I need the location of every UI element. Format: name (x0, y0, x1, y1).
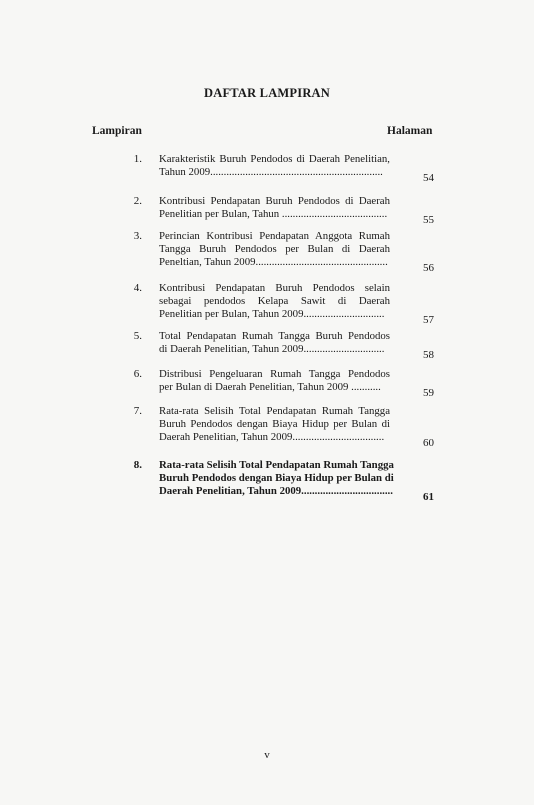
list-item-page: 58 (423, 349, 434, 361)
list-item-number: 7. (133, 405, 142, 417)
list-item-page: 61 (423, 491, 434, 503)
list-item-title (159, 282, 390, 321)
list-item-number: 4. (133, 282, 142, 294)
lampiran-column-label: Lampiran (92, 125, 142, 137)
list-item-number: 3. (133, 230, 142, 242)
halaman-column-label: Halaman (387, 125, 433, 137)
list-item-number: 1. (133, 153, 142, 165)
list-item-line: Daerah Penelitian, Tahun 2009.................................. (159, 485, 393, 497)
list-item-line: sebagai pendodos Kelapa Sawit di Daerah (159, 295, 390, 307)
list-item-title (159, 330, 390, 356)
list-item-page: 56 (423, 262, 434, 274)
list-item-line: Buruh Pendodos dengan Biaya Hidup per Bulan di (159, 472, 394, 484)
list-item-line: Tangga Buruh Pendodos per Bulan di Daerah (159, 243, 390, 255)
list-item-line: Kontribusi Pendapatan Buruh Pendodos selain (159, 282, 390, 294)
list-item-line: Peneltian, Tahun 2009................................................. (159, 256, 388, 268)
list-item-number: 8. (133, 459, 142, 471)
list-item-title (159, 195, 390, 221)
list-item-line: Karakteristik Buruh Pendodos di Daerah Penelitian, (159, 153, 390, 165)
list-item-line: Perincian Kontribusi Pendapatan Anggota Rumah (159, 230, 390, 242)
list-item-line: di Daerah Penelitian, Tahun 2009.............................. (159, 343, 385, 355)
list-item-line: Daerah Penelitian, Tahun 2009.................................. (159, 431, 385, 443)
list-item-line: Rata-rata Selisih Total Pendapatan Rumah Tangga (159, 459, 394, 471)
list-item-line: Penelitian per Bulan, Tahun ....................................... (159, 208, 388, 220)
page-title: DAFTAR LAMPIRAN (203, 86, 331, 100)
list-item-page: 57 (423, 314, 434, 326)
list-item-page: 54 (423, 172, 434, 184)
list-item-page: 59 (423, 387, 434, 399)
list-item-page: 60 (423, 437, 434, 449)
list-item-page: 55 (423, 214, 434, 226)
list-item-line: Kontribusi Pendapatan Buruh Pendodos di Daerah (159, 195, 390, 207)
list-item-line: Total Pendapatan Rumah Tangga Buruh Pendodos (159, 330, 390, 342)
list-item-line: Penelitian per Bulan, Tahun 2009.............................. (159, 308, 385, 320)
page-number: v (264, 749, 270, 761)
list-item-line: Distribusi Pengeluaran Rumah Tangga Pendodos (159, 368, 390, 380)
list-item-title (159, 368, 390, 394)
list-item-line: Tahun 2009................................................................ (159, 166, 383, 178)
list-item-number: 6. (133, 368, 142, 380)
list-item-title (159, 405, 390, 444)
list-item-number: 5. (133, 330, 142, 342)
list-item-number: 2. (133, 195, 142, 207)
list-item-title (159, 230, 390, 269)
list-item-title (159, 459, 394, 498)
list-item-title (159, 153, 390, 179)
list-item-line: per Bulan di Daerah Penelitian, Tahun 2009 ........... (159, 381, 381, 393)
list-item-line: Buruh Pendodos dengan Biaya Hidup per Bulan di (159, 418, 390, 430)
list-item-line: Rata-rata Selisih Total Pendapatan Rumah Tangga (159, 405, 390, 417)
